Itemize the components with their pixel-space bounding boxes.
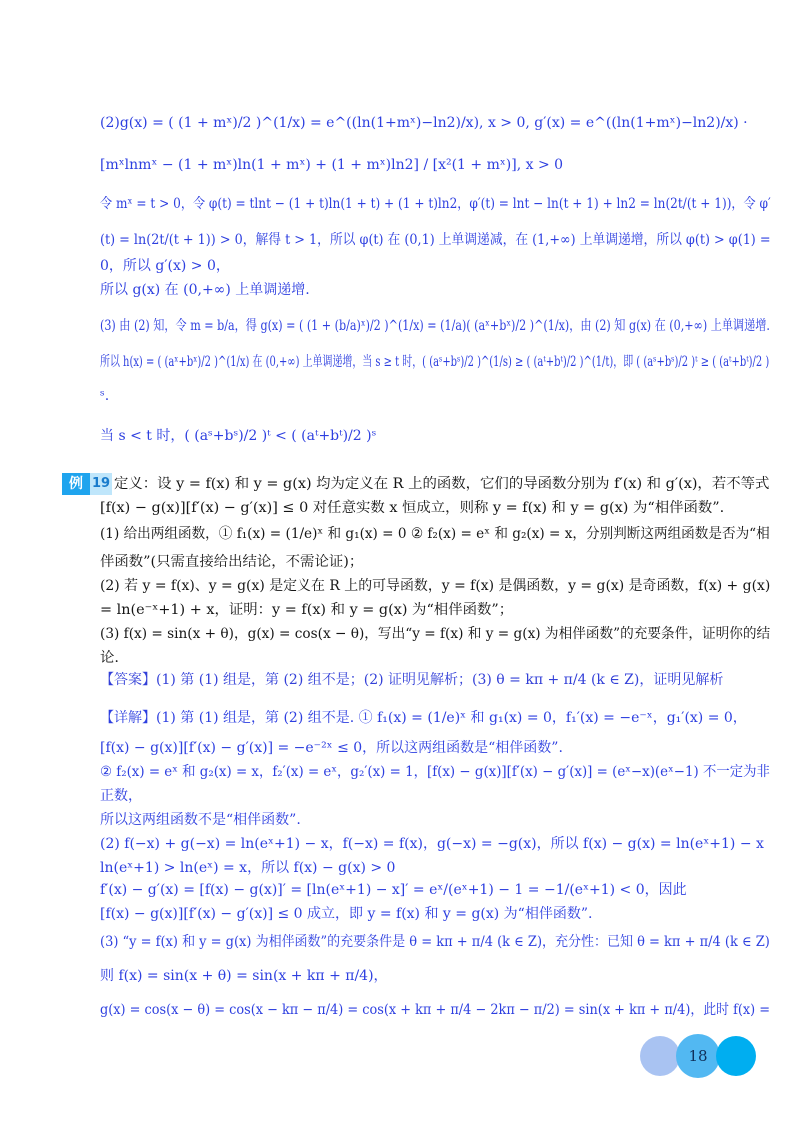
problem-line: = ln(e⁻ˣ+1) + x，证明：y = f(x) 和 y = g(x) 为“相伴函数”； [100,602,514,618]
example-tag-number: 19 [90,473,112,495]
detail-line: f′(x) − g′(x) = [f(x) − g(x)]′ = [ln(eˣ+1) − x]′ = eˣ/(eˣ+1) − 1 = −1/(eˣ+1) < 0，因此 [100,882,687,898]
solution-line: 0，所以 g′(x) > 0， [100,258,230,274]
solution-line: (t) = ln(2t/(t + 1)) > 0，解得 t > 1，所以 φ(t) 在 (0,1) 上单调递减，在 (1,+∞) 上单调递增，所以 φ(t) > φ(1) = [100,232,771,248]
detail-line: (3) “y = f(x) 和 y = g(x) 为相伴函数”的充要条件是 θ = kπ + π/4 (k ∈ Z)，充分性：已知 θ = kπ + π/4 (k ∈ Z) [100,934,770,950]
problem-line: (3) f(x) = sin(x + θ)，g(x) = cos(x − θ)，写出“y = f(x) 和 y = g(x) 为相伴函数”的充要条件，证明你的结 [100,626,771,642]
problem-line: [f(x) − g(x)][f′(x) − g′(x)] ≤ 0 对任意实数 x 恒成立，则称 y = f(x) 和 y = g(x) 为“相伴函数”. [100,500,725,516]
detail-line: 正数， [100,788,142,804]
detail-line: 【详解】(1) 第 (1) 组是，第 (2) 组不是. ① f₁(x) = (1/e)ˣ 和 g₁(x) = 0，f₁′(x) = −e⁻ˣ，g₁′(x) = 0， [100,710,747,726]
problem-line: (2) 若 y = f(x)、y = g(x) 是定义在 R 上的可导函数，y = f(x) 是偶函数，y = g(x) 是奇函数，f(x) + g(x) [100,578,771,594]
solution-line: 所以 h(x) = ( (aˣ+bˣ)/2 )^(1/x) 在 (0,+∞) 上单调递增，当 s ≥ t 时，( (aˢ+bˢ)/2 )^(1/s) ≥ ( (aᵗ+bᵗ)/2 )^(1/t)，即 ( (aˢ+bˢ)/2 )ᵗ ≥ ( (aᵗ+bᵗ)/2 ) [100,354,770,370]
problem-line: 论. [100,650,119,666]
badge-circle-icon [716,1036,756,1076]
detail-line: [f(x) − g(x)][f′(x) − g′(x)] ≤ 0 成立，即 y = f(x) 和 y = g(x) 为“相伴函数”. [100,906,593,922]
solution-line: 当 s < t 时，( (aˢ+bˢ)/2 )ᵗ < ( (aᵗ+bᵗ)/2 )ˢ [100,428,377,444]
solution-line: (3) 由 (2) 知，令 m = b/a，得 g(x) = ( (1 + (b/a)ˣ)/2 )^(1/x) = (1/a)( (aˣ+bˣ)/2 )^(1/x)，由 (2) 知 g(x) 在 (0,+∞) 上单调递增. [100,318,770,334]
solution-line: 所以 g(x) 在 (0,+∞) 上单调递增. [100,282,310,298]
answer-line: 【答案】(1) 第 (1) 组是，第 (2) 组不是；(2) 证明见解析；(3) θ = kπ + π/4 (k ∈ Z)，证明见解析 [100,672,724,688]
badge-circle-icon [640,1036,680,1076]
problem-line: 伴函数”(只需直接给出结论，不需论证)； [100,554,364,570]
page-number-badge [640,1034,760,1078]
problem-line: 定义：设 y = f(x) 和 y = g(x) 均为定义在 R 上的函数，它们的导函数分别为 f′(x) 和 g′(x)，若不等式 [114,476,770,492]
detail-line: 则 f(x) = sin(x + θ) = sin(x + kπ + π/4)， [100,968,388,984]
detail-line: g(x) = cos(x − θ) = cos(x − kπ − π/4) = cos(x + kπ + π/4 − 2kπ − π/2) = sin(x + kπ + π/4)，此时 f(x) = [100,1002,771,1018]
detail-line: 所以这两组函数不是“相伴函数”. [100,812,301,828]
detail-line: [f(x) − g(x)][f′(x) − g′(x)] = −e⁻²ˣ ≤ 0，所以这两组函数是“相伴函数”. [100,740,563,756]
solution-line: 令 mˣ = t > 0，令 φ(t) = tlnt − (1 + t)ln(1 + t) + (1 + t)ln2，φ′(t) = lnt − ln(t + 1) + ln2 = ln(2t/(t + 1))，令 φ′ [100,196,771,212]
example-tag [62,473,110,495]
solution-line: [mˣlnmˣ − (1 + mˣ)ln(1 + mˣ) + (1 + mˣ)ln2] / [x²(1 + mˣ)], x > 0 [100,157,564,173]
page-number: 18 [688,1047,708,1065]
detail-line: (2) f(−x) + g(−x) = ln(eˣ+1) − x，f(−x) = f(x)，g(−x) = −g(x)，所以 f(x) − g(x) = ln(eˣ+1) − x [100,836,764,852]
solution-line: ˢ. [100,388,110,404]
problem-line: (1) 给出两组函数，① f₁(x) = (1/e)ˣ 和 g₁(x) = 0 ② f₂(x) = eˣ 和 g₂(x) = x，分别判断这两组函数是否为“相 [100,526,770,542]
detail-line: ln(eˣ+1) > ln(eˣ) = x，所以 f(x) − g(x) > 0 [100,860,396,876]
detail-line: ② f₂(x) = eˣ 和 g₂(x) = x，f₂′(x) = eˣ，g₂′(x) = 1，[f(x) − g(x)][f′(x) − g′(x)] = (eˣ−x)(eˣ−1) 不一定为非 [100,764,770,780]
example-tag-label: 例 [62,473,90,495]
solution-line: (2)g(x) = ( (1 + mˣ)/2 )^(1/x) = e^((ln(1+mˣ)−ln2)/x), x > 0, g′(x) = e^((ln(1+mˣ)−ln2)/x) · [100,115,748,131]
